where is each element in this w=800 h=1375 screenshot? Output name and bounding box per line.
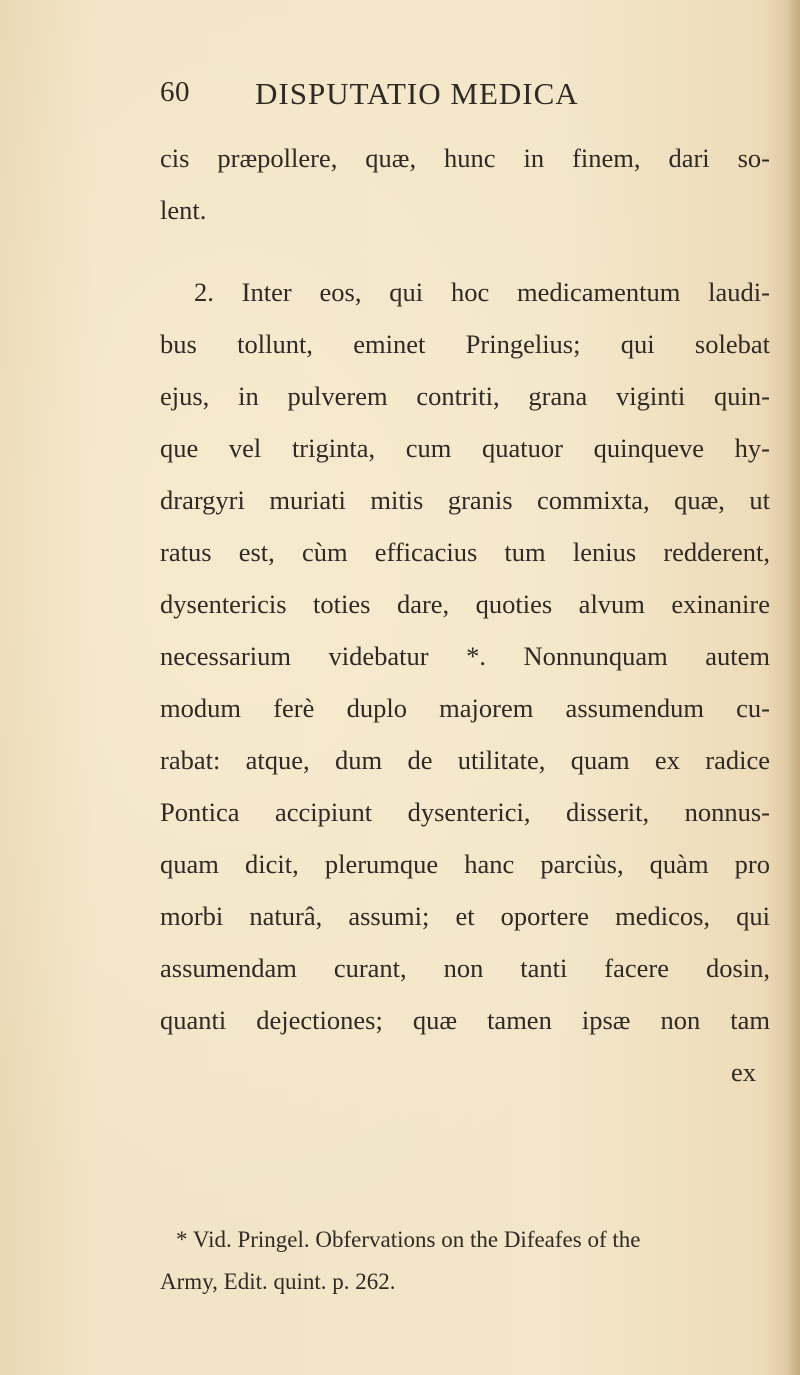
text-line: drargyri muriati mitis granis commixta, quæ, ut xyxy=(160,485,770,515)
paragraph-gap xyxy=(160,244,770,274)
text-line: que vel triginta, cum quatuor quinqueve hy- xyxy=(160,433,770,463)
footnote xyxy=(160,1225,770,1309)
text-line: quanti dejectiones; quæ tamen ipsæ non tam xyxy=(160,1005,770,1035)
text-line: bus tollunt, eminet Pringelius; qui solebat xyxy=(160,329,770,359)
text-line: ratus est, cùm efficacius tum lenius redderent, xyxy=(160,537,770,567)
text-line: morbi naturâ, assumi; et oportere medicos, qui xyxy=(160,901,770,931)
text-line: modum ferè duplo majorem assumendum cu- xyxy=(160,693,770,723)
page-number: 60 xyxy=(160,76,190,108)
text-line: dysentericis toties dare, quoties alvum exinanire xyxy=(160,589,770,619)
footnote-line: * Vid. Pringel. Obfervations on the Difeafes of the xyxy=(176,1227,641,1252)
text-line: necessarium videbatur *. Nonnunquam autem xyxy=(160,641,770,671)
text-line: 2. Inter eos, qui hoc medicamentum laudi- xyxy=(194,277,770,307)
running-head: DISPUTATIO MEDICA xyxy=(255,76,579,111)
text-line: lent. xyxy=(160,195,207,225)
footnote-line: Army, Edit. quint. p. 262. xyxy=(160,1269,396,1294)
page-edge-shadow xyxy=(786,0,800,1375)
text-line: assumendam curant, non tanti facere dosin, xyxy=(160,953,770,983)
text-line: ejus, in pulverem contriti, grana viginti quin- xyxy=(160,381,770,411)
body-text xyxy=(160,140,770,1106)
text-line: rabat: atque, dum de utilitate, quam ex radice xyxy=(160,745,770,775)
text-line: quam dicit, plerumque hanc parciùs, quàm pro xyxy=(160,849,770,879)
text-line: cis præpollere, quæ, hunc in finem, dari so- xyxy=(160,143,770,173)
page-header xyxy=(0,76,800,116)
catchword: ex xyxy=(730,1057,756,1087)
text-line: Pontica accipiunt dysenterici, disserit, nonnus- xyxy=(160,797,770,827)
